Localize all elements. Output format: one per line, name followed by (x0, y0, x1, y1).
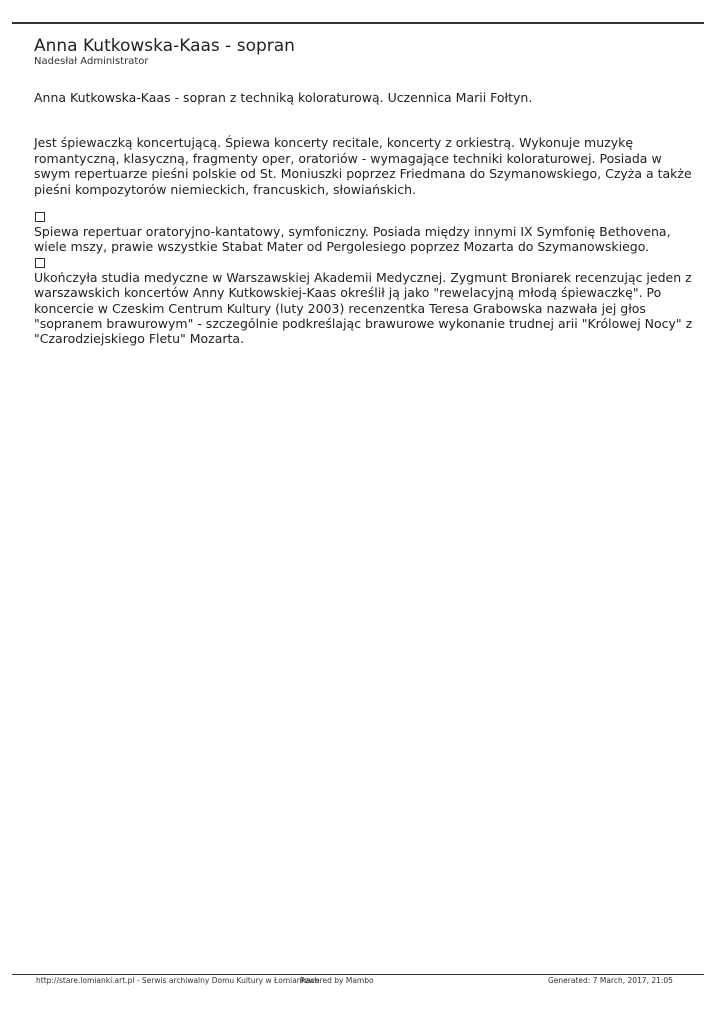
footer-divider (12, 974, 704, 975)
footer-powered-by: Powered by Mambo (300, 976, 374, 985)
paragraph-concerts: Jest śpiewaczką koncertującą. Śpiewa koncerty recitale, koncerty z orkiestrą. Wykonuje muzykę romantyczną, klasyczną, fragmenty oper, oratoriów - wymagające techniki koloraturowej. Posiada w swym repertuarze pieśni polskie od St. Moniuszki poprzez Friedmana do Szymanowskiego, Czyża a także pieśni kompozytorów niemieckich, francuskich, słowiańskich. (34, 135, 692, 197)
paragraph-intro: Anna Kutkowska-Kaas - sopran z techniką koloraturową. Uczennica Marii Fołtyn. (34, 90, 533, 105)
broken-image-icon (35, 258, 45, 268)
paragraph-studies: Ukończyła studia medyczne w Warszawskiej Akademii Medycznej. Zygmunt Broniarek recenzując jeden z warszawskich koncertów Anny Kutkowskiej-Kaas określił ją jako "rewelacyjną młodą śpiewaczkę". Po koncercie w Czeskim Centrum Kultury (luty 2003) recenzentka Teresa Grabowska nazwała jej głos "sopranem brawurowym" - szczególnie podkreślając brawurowe wykonanie trudnej arii "Królowej Nocy" z "Czarodziejskiego Fletu" Mozarta. (34, 269, 693, 347)
footer-site-url[interactable]: http://stare.lomianki.art.pl - Serwis archiwalny Domu Kultury w Łomiankach (36, 976, 320, 985)
broken-image-icon (35, 212, 45, 222)
footer-generated-date: Generated: 7 March, 2017, 21:05 (548, 976, 673, 985)
top-divider (12, 22, 704, 24)
article-title: Anna Kutkowska-Kaas - sopran (34, 36, 295, 56)
article-header (34, 36, 694, 68)
article-body (34, 90, 694, 347)
paragraph-repertoire: Spiewa repertuar oratoryjno-kantatowy, symfoniczny. Posiada między innymi IX Symfonię Bethovena, wiele mszy, prawie wszystkie Stabat Mater od Pergolesiego poprzez Mozarta do Szymanowskiego. (34, 224, 671, 255)
article-byline: Nadesłał Administrator (34, 56, 149, 67)
